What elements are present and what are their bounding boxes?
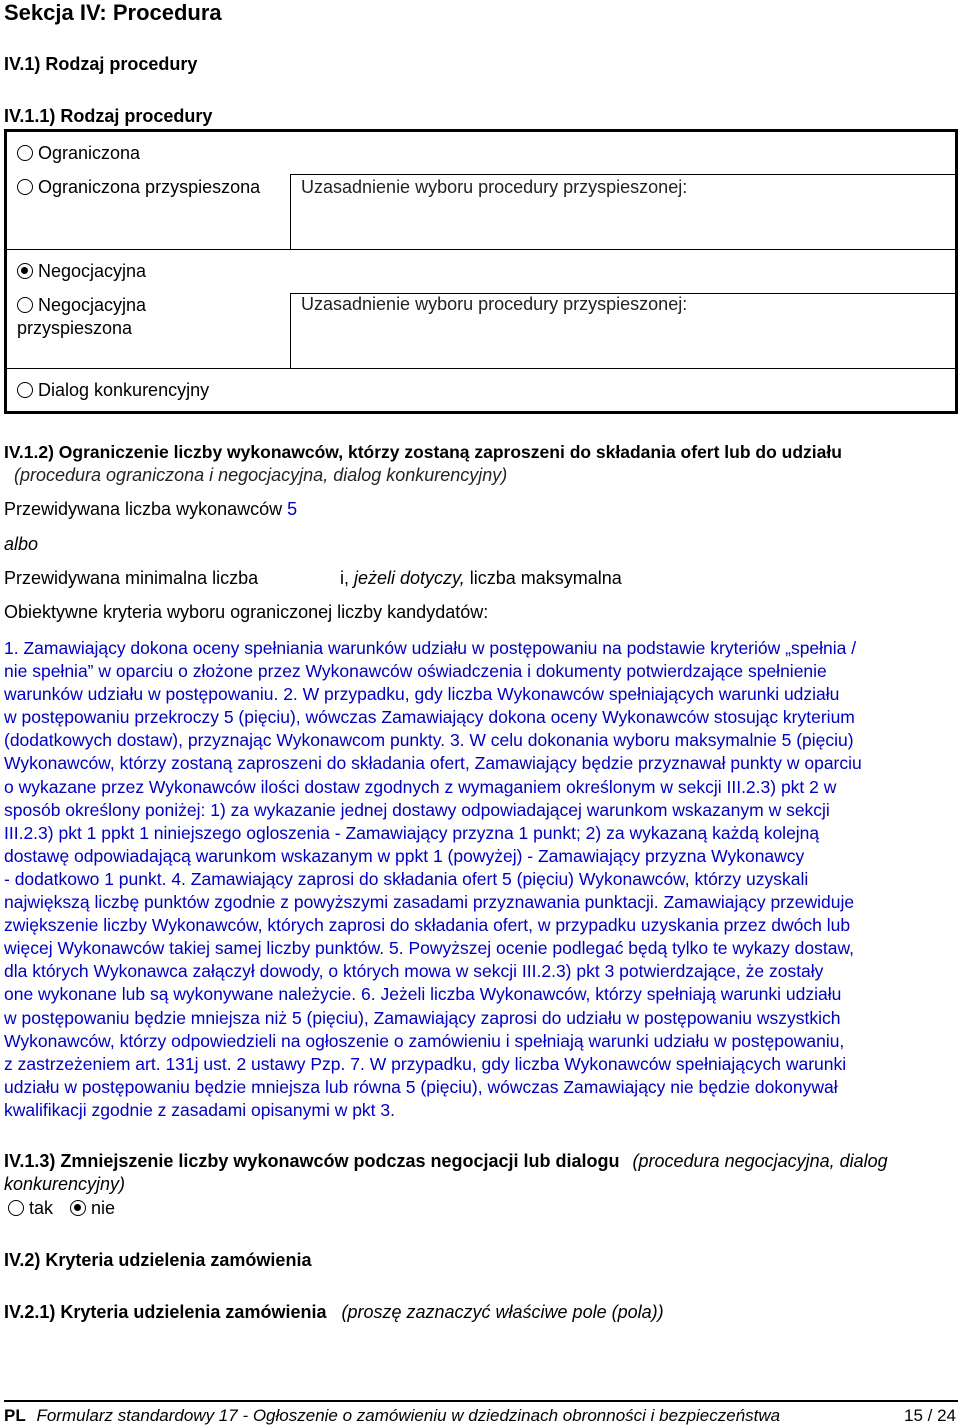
- criteria-line: Wykonawców, którzy zostaną zaproszeni do składania ofert, Zamawiający będzie przyznawał punkty w oparciu: [4, 753, 862, 774]
- iv21-note: (proszę zaznaczyć właściwe pole (pola)): [341, 1302, 664, 1322]
- expected-count-label: Przewidywana liczba wykonawców: [4, 499, 283, 519]
- label-ograniczona: Ograniczona: [38, 142, 141, 163]
- option-cell-negocjacyjna: [6, 250, 957, 294]
- iv13-heading: IV.1.3) Zmniejszenie liczby wykonawców podczas negocjacji lub dialogu: [4, 1151, 620, 1171]
- criteria-line: nie spełnia” w oparciu o złożone przez Wykonawców oświadczenia i dokumenty potwierdzające spełnienie: [4, 661, 827, 682]
- radio-tak[interactable]: [8, 1200, 24, 1216]
- criteria-line: dostawę odpowiadającą warunkom wskazanym w ppkt 1 (powyżej) - Zamawiający przyzna Wykonawcy: [4, 845, 805, 866]
- iv13-heading-row: [4, 1151, 888, 1172]
- expected-count-row: [4, 499, 297, 520]
- criteria-line: warunków udziału w postępowaniu. 2. W przypadku, gdy liczba Wykonawców spełniających warunki udziału: [4, 684, 840, 705]
- iv13-subtitle-1: (procedura negocjacyjna, dialog: [632, 1151, 888, 1171]
- criteria-line: 1. Zamawiający dokona oceny spełniania warunków udziału w postępowaniu na podstawie kryteriów „spełnia /: [4, 638, 857, 658]
- label-negocjacyjna-przyspieszona-2: przyspieszona: [17, 317, 133, 338]
- option-cell-ograniczona-przysp: [6, 175, 291, 250]
- label-ograniczona-przyspieszona: Ograniczona przyspieszona: [38, 176, 261, 197]
- criteria-line: o wykazane przez Wykonawców ilości dostaw zgodnych z wymaganiem określonym w sekcji III.2.3) pkt 2 w: [4, 776, 837, 797]
- label-tak: tak: [29, 1198, 54, 1218]
- label-dialog-konkurencyjny: Dialog konkurencyjny: [38, 379, 210, 400]
- justification-label-2: Uzasadnienie wyboru procedury przyspieszonej:: [301, 294, 688, 314]
- iv21-heading: IV.2.1) Kryteria udzielenia zamówienia: [4, 1302, 327, 1322]
- criteria-line: z zastrzeżeniem art. 131j ust. 2 ustawy Pzp. 7. W przypadku, gdy liczba Wykonawców spełniających warunki: [4, 1053, 847, 1074]
- criteria-line: więcej Wykonawców takiej samej liczby punktów. 5. Powyższej ocenie podlegać będą tylko te wykazy dostaw,: [4, 938, 854, 959]
- criteria-line: sposób określony poniżej: 1) za wykazanie jednej dostawy odpowiadającej warunkom wskazanym w sekcji: [4, 799, 830, 820]
- radio-ograniczona-przyspieszona[interactable]: [17, 179, 33, 195]
- option-cell-negocjacyjna-przysp: [6, 294, 291, 369]
- iv13-subtitle-2: konkurencyjny): [4, 1174, 126, 1194]
- albo-text: albo: [4, 534, 39, 554]
- max-count-label: liczba maksymalna: [469, 568, 622, 588]
- criteria-line: zwiększenie liczby Wykonawców, których zaprosi do składania ofert, w przypadku uzyskania przez dwóch lub: [4, 915, 851, 936]
- justification-cell-1: [291, 175, 957, 250]
- iv12-heading: IV.1.2) Ograniczenie liczby wykonawców, którzy zostaną zaproszeni do składania ofert lub do udziału: [4, 442, 842, 462]
- min-count-label: Przewidywana minimalna liczba: [4, 568, 259, 588]
- iv12-subtitle: (procedura ograniczona i negocjacyjna, dialog konkurencyjny): [14, 465, 508, 485]
- footer-page-number: 15 / 24: [904, 1406, 956, 1425]
- radio-ograniczona[interactable]: [17, 145, 33, 161]
- iv11-heading: IV.1.1) Rodzaj procedury: [4, 106, 213, 126]
- label-negocjacyjna-przyspieszona-1: Negocjacyjna: [38, 294, 147, 315]
- criteria-line: one wykonane lub są wykonywane należycie. 6. Jeżeli liczba Wykonawców, którzy spełniają warunki udziału: [4, 984, 842, 1005]
- justification-label-1: Uzasadnienie wyboru procedury przyspieszonej:: [301, 177, 688, 197]
- criteria-line: (dodatkowych dostaw), przyznając Wykonawcom punkty. 3. W celu dokonania wyboru maksymalnie 5 (pięciu): [4, 730, 854, 751]
- footer-form-title: Formularz standardowy 17 - Ogłoszenie o zamówieniu w dziedzinach obronności i bezpieczeństwa: [36, 1406, 781, 1425]
- radio-negocjacyjna-przyspieszona[interactable]: [17, 297, 33, 313]
- criteria-line: w postępowaniu przekroczy 5 (pięciu), wówczas Zamawiający dokona oceny Wykonawców stosując kryterium: [4, 707, 855, 728]
- footer-lang: PL: [4, 1406, 26, 1425]
- max-count-row: [340, 568, 622, 589]
- justification-cell-2: [291, 294, 957, 369]
- iv1-heading: IV.1) Rodzaj procedury: [4, 54, 198, 74]
- footer-left: [4, 1406, 780, 1426]
- radio-dialog-konkurencyjny[interactable]: [17, 382, 33, 398]
- criteria-line: dla których Wykonawca załączył dowody, o których mowa w sekcji III.2.3) pkt 3 potwierdzające, że zostały: [4, 961, 824, 982]
- label-nie: nie: [91, 1198, 116, 1218]
- max-prefix: i,: [340, 568, 349, 588]
- iv2-heading: IV.2) Kryteria udzielenia zamówienia: [4, 1250, 312, 1270]
- footer-divider: [4, 1400, 958, 1402]
- criteria-line: udziału w postępowaniu będzie mniejsza lub równa 5 (pięciu), wówczas Zamawiający nie będzie dokonywał: [4, 1076, 838, 1097]
- option-cell-dialog: [6, 369, 957, 413]
- iv21-heading-row: [4, 1302, 664, 1323]
- option-cell-ograniczona: [6, 131, 957, 175]
- radio-nie[interactable]: [70, 1200, 86, 1216]
- criteria-label: Obiektywne kryteria wyboru ograniczonej liczby kandydatów:: [4, 602, 489, 622]
- criteria-line: największą liczbę punktów zgodnie z powyższymi zasadami przyznawania punktacji. Zamawiający przewiduje: [4, 892, 855, 913]
- criteria-line: w postępowaniu będzie mniejsza niż 5 (pięciu), Zamawiający zaprosi do udziału w postępowaniu wszystkich: [4, 1007, 841, 1028]
- criteria-line: III.2.3) pkt 1 ppkt 1 niniejszego ogloszenia - Zamawiający przyzna 1 punkt; 2) za wykazaną każdą kolejną: [4, 822, 820, 843]
- expected-count-value: 5: [287, 499, 298, 519]
- criteria-line: - dodatkowo 1 punkt. 4. Zamawiający zaprosi do składania ofert 5 (pięciu) Wykonawców, którzy uzyskali: [4, 868, 809, 889]
- radio-negocjacyjna[interactable]: [17, 263, 33, 279]
- criteria-line: Wykonawców, którzy odpowiedzieli na ogłoszenie o zamówieniu i spełniają warunki udziału w postępowaniu,: [4, 1030, 845, 1051]
- max-conditional: jeżeli dotyczy,: [354, 568, 465, 588]
- section-title: Sekcja IV: Procedura: [4, 0, 222, 25]
- criteria-text: [4, 637, 954, 1122]
- criteria-line: kwalifikacji zgodnie z zasadami opisanymi w pkt 3.: [4, 1099, 395, 1120]
- procedure-type-table: [4, 129, 958, 414]
- iv13-options: [8, 1198, 115, 1219]
- label-negocjacyjna: Negocjacyjna: [38, 261, 147, 281]
